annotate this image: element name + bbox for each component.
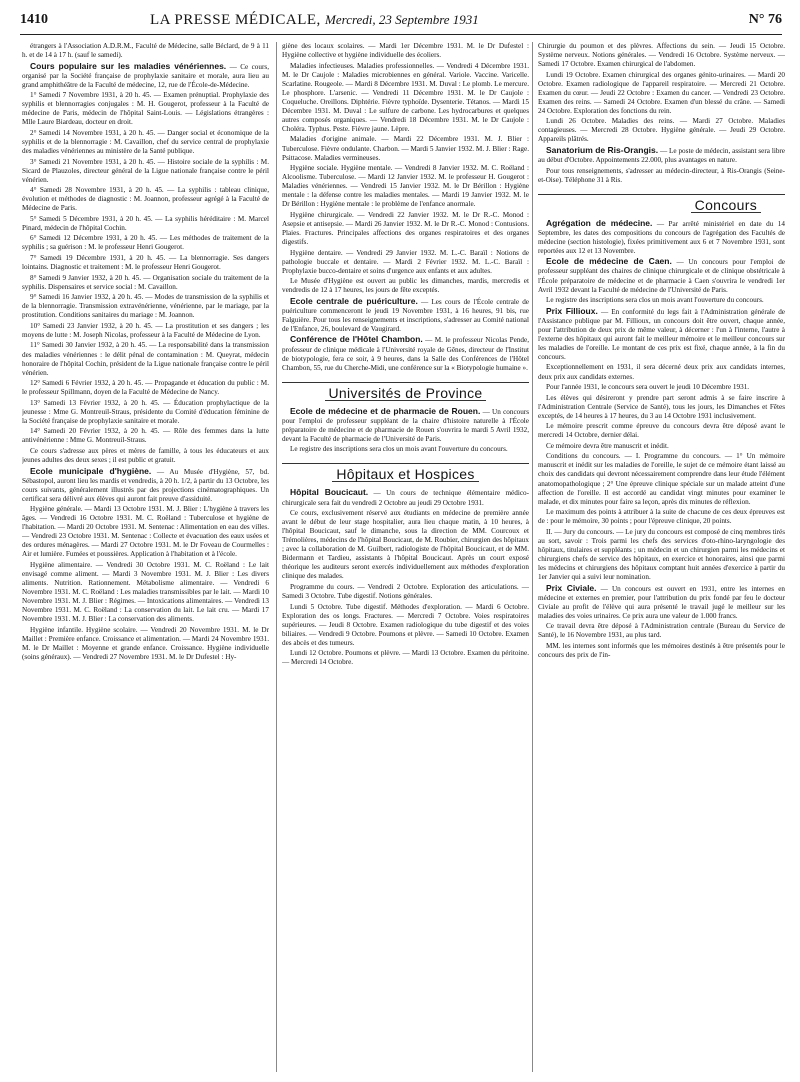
paragraph-text: — Un concours pour l'emploi de professeur suppléant des chaires de clinique chirurgicale et de clinique obstétricale à l'École préparatoire de médecine et de pharmacie à Caen s'ouvrira le vendredi 1er Avril 1932 devant la Faculté de médecine de l'Université de Paris. [538, 258, 785, 294]
paragraph: Ce cours s'adresse aux pères et mères de famille, à tous les éducateurs et aux jeunes adultes des deux sexes ; il est public et gratuit. [22, 446, 269, 465]
column-rule-2 [532, 42, 533, 1072]
paragraph [538, 146, 785, 165]
item-heading: Cours populaire sur les maladies vénériennes. [30, 60, 227, 71]
paragraph-text: — Un concours est ouvert en 1931, entre les internes en médecine et externes en premier, pour l'attribution du prix fondé par feu le docteur Civiale au profit de l'élève qui aura présenté le travail jugé le meilleur sur les maladies des voies urinaires. Ce prix aura une valeur de 1.000 francs. [538, 584, 785, 620]
paragraph-text: — Par arrêté ministériel en date du 14 Septembre, les dates des compositions du concours de l'agrégation des Facultés de médecine (section histologie), fixées primitivement aux 6 et 7 Novembre 1931, sont reportées aux 12 et 13 Novembre. [538, 219, 785, 255]
paragraph [282, 335, 529, 372]
page-number: 1410 [20, 12, 48, 27]
item-heading: Agrégation de médecine. [546, 217, 653, 228]
paragraph: Lundi 12 Octobre. Poumons et plèvre. — Mardi 13 Octobre. Examen du péritoine. — Mercredi 14 Octobre. [282, 649, 529, 667]
paragraph: Hygiène alimentaire. — Vendredi 30 Octobre 1931. M. C. Roëland : Le lait envisagé comme aliment. — Mardi 3 Novembre 1931. M. J. Blier : Les divers aliments. Nutrition. Rationnement. Métabolisme alimentaire. — Vendredi 6 Novembre 1931. M. C. Roëland : Les maladies transmissibles par le lait. — Mardi 10 Novembre 1931. M. J. Blier : Régimes. — Intoxications alimentaires. — Vendredi 13 Novembre 1931. M. C. Roëland : La conservation du lait. Le lait cru. — Mardi 17 Novembre 1931. M. J. Blier : La conservation des aliments. [22, 561, 269, 624]
paragraph [282, 488, 529, 507]
paragraph-text: — Le poste de médecin, assistant sera libre au début d'Octobre. Appointements 22.000, plus avantages en nature. [538, 147, 785, 165]
column-3 [538, 42, 785, 1077]
issue-number: N° 76 [748, 12, 782, 27]
paragraph-text: — M. le professeur Nicolas Pende, professeur de clinique médicale à l'Université royale de Gênes, directeur de l'Institut de biotypologie, fera ce soir, à 9 heures, dans la Salle des Conférences de l'Hôtel Chambon, 55, rue du Cherche-Midi, une conférence sur la « Biotypologie humaine ». [282, 336, 529, 372]
paragraph: Le Musée d'Hygiène est ouvert au public les dimanches, mardis, mercredis et vendredis de 12 à 17 heures, les jours de fête exceptés. [282, 277, 529, 295]
paragraph: Ce mémoire devra être manuscrit et inédit. [546, 441, 669, 450]
paragraph: étrangers à l'Association A.D.R.M., Faculté de Médecine, salle Béclard, de 9 à 11 h. et de 14 à 17 h. (sauf le samedi). [22, 42, 269, 60]
item-heading: Ecole de médecine et de pharmacie de Rouen. [290, 405, 481, 416]
paragraph: Hygiène générale. — Mardi 13 Octobre 1931. M. J. Blier : L'hygiène à travers les âges. — Vendredi 16 Octobre 1931. M. C. Roëland : Tuberculose et hygiène de l'habitation. — Mardi 20 Octobre 1931. M. Sentenac : Alimentation en eau des villes. — Vendredi 23 Octobre 1931. M. Sentenac : Collecte et évacuation des eaux usées et des ordures ménagères. — Mardi 27 Octobre 1931. M. le Dr Foveau de Courmelles : Air et lumière. Fumées et poussières. Application à l'habitation et à l'école. [22, 505, 269, 559]
paragraph: Ce travail devra être déposé à l'Administration centrale (Bureau du Service de Santé), le 16 Novembre 1931, au plus tard. [538, 622, 785, 640]
item-heading: Prix Fillioux. [546, 305, 598, 316]
paragraph: 5° Samedi 5 Décembre 1931, à 20 h. 45. — La syphilis héréditaire : M. Marcel Pinard, médecin de l'hôpital Cochin. [22, 214, 269, 232]
paragraph: 1° Samedi 7 Novembre 1931, à 20 h. 45. — Examen prénuptial. Prophylaxie des syphilis et blennorragies conjugales : M. H. Gougerot, professeur à la Faculté de médecine de Paris, médecin de l'hôpital Saint-Louis. — Législations étrangères : Mlle Laure Biardeau, docteur en droit. [22, 91, 269, 127]
paragraph: Lundi 19 Octobre. Examen chirurgical des organes génito-urinaires. — Mardi 20 Octobre. Examen radiologique de l'appareil respiratoire. — Mercredi 21 Octobre. Examen du cœur. — Jeudi 22 Octobre : Examen du cancer. — Vendredi 23 Octobre. Examen des reins. — Samedi 24 Octobre. Examen d'un blessé du crâne. — Samedi 24 Octobre. Exploration des fonctions du rein. [538, 70, 785, 115]
paragraph [538, 307, 785, 362]
journal-title [150, 12, 479, 29]
paragraph: Pour l'année 1931, le concours sera ouvert le jeudi 10 Décembre 1931. [546, 383, 750, 392]
item-heading: Ecole centrale de puériculture. [290, 295, 418, 306]
section-heading-text: Concours [691, 201, 761, 213]
paragraph-text: — Un concours pour l'emploi de professeur suppléant de la chaire d'histoire naturelle à l'École préparatoire de médecine et de pharmacie de Rouen s'ouvrira le mardi 5 Avril 1932, devant la Faculté de pharmacie de l'Université de Paris. [282, 407, 529, 443]
section-heading-text: Hôpitaux et Hospices [332, 470, 478, 482]
column-2 [282, 42, 529, 1077]
paragraph [282, 42, 529, 60]
paragraph [538, 219, 785, 256]
paragraph: Le registre des inscriptions sera clos un mois avant l'ouverture du concours. [546, 296, 764, 305]
page-header [20, 12, 782, 35]
paragraph: 3° Samedi 21 Novembre 1931, à 20 h. 45. — Histoire sociale de la syphilis : M. Sicard de Plauzoles, directeur général de la Ligue nationale française contre le péril vénérien. [22, 157, 269, 184]
paragraph: Hygiène chirurgicale. — Vendredi 22 Janvier 1932. M. le Dr R.-C. Monod : Asepsie et antisepsie. — Mardi 26 Janvier 1932. M. le Dr R.-C. Monod : Contusions. Plaies. Fractures. Principales affections des organes respiratoires et des organes digestifs. [282, 210, 529, 246]
paragraph: Le registre des inscriptions sera clos un mois avant l'ouverture du concours. [290, 445, 508, 454]
paragraph: Lundi 5 Octobre. Tube digestif. Méthodes d'exploration. — Mardi 6 Octobre. Exploration des os longs. Fractures. — Mercredi 7 Octobre. Voies respiratoires supérieures. — Jeudi 8 Octobre. Examen radiologique du tube digestif et des voies biliaires. — Vendredi 9 Octobre. Poumons et plèvre. — Samedi 10 Octobre. Examen des abcès et des tumeurs. [282, 602, 529, 647]
paragraph: MM. les internes sont informés que les mémoires destinés à être présentés pour le concours des prix de l'in- [538, 641, 785, 659]
item-heading: Ecole de médecine de Caen. [546, 256, 672, 267]
paragraph: Lundi 26 Octobre. Maladies des reins. — Mardi 27 Octobre. Maladies contagieuses. — Mercredi 28 Octobre. Hygiène générale. — Jeudi 29 Octobre. Appareils plâtrés. [538, 117, 785, 144]
journal-name: LA PRESSE MÉDICALE, [150, 12, 321, 28]
paragraph-text: — Au Musée d'Hygiène, 57, bd. Sébastopol, auront lieu les mardis et vendredis, à 20 h. 1/2, à partir du 13 Octobre, les cours suivants, généralement illustrés par des projections cinématographiques. Un certificat sera délivré aux élèves qui auront fait preuve d'assiduité. [22, 467, 269, 503]
issue-date: Mercredi, 23 Septembre 1931 [325, 12, 479, 27]
paragraph [282, 407, 529, 444]
paragraph [538, 584, 785, 621]
paragraph: 10° Samedi 23 Janvier 1932, à 20 h. 45. — La prostitution et ses dangers ; les moyens de lutte : M. Joseph Nicolas, professeur à la Faculté de Médecine de Lyon. [22, 321, 269, 339]
paragraph: 2° Samedi 14 Novembre 1931, à 20 h. 45. — Danger social et économique de la syphilis et de la blennorragie : M. Cavaillon, chef du service central de prophylaxie des maladies vénériennes au ministère de la Santé publique. [22, 128, 269, 156]
item-heading: Sanatorium de Ris-Orangis. [546, 145, 659, 156]
paragraph [22, 467, 269, 504]
paragraph-text: giène des locaux scolaires. — Mardi 1er Décembre 1931. M. le Dr Dufestel : Hygiène collective et hygiène individuelle des écoliers. [282, 42, 529, 60]
item-heading: Hôpital Boucicaut. [290, 487, 369, 498]
paragraph: Le mémoire prescrit comme épreuve du concours devra être déposé avant le mercredi 14 Octobre, dernier délai. [538, 422, 785, 440]
item-heading: Prix Civiale. [546, 582, 597, 593]
section-heading-text: Universités de Province [325, 389, 487, 401]
paragraph: Exceptionnellement en 1931, il sera décerné deux prix aux candidats internes, deux prix aux candidats externes. [538, 363, 785, 381]
paragraph: 12° Samedi 6 Février 1932, à 20 h. 45. — Propagande et éducation du public : M. le professeur Spillmann, doyen de la Faculté de Médecine de Nancy. [22, 379, 269, 397]
paragraph [22, 62, 269, 90]
column-1 [22, 42, 269, 1077]
paragraph: 13° Samedi 13 Février 1932, à 20 h. 45. — Éducation prophylactique de la jeunesse : Mme G. Montreuil-Straus, présidente du Comité d'éducation féminine de la Société française de prophylaxie sanitaire et morale. [22, 398, 269, 425]
paragraph-text: — Un cours de technique élémentaire médico-chirurgicale sera fait du vendredi 2 Octobre au jeudi 29 Octobre 1931. [282, 489, 529, 507]
paragraph: 14° Samedi 20 Février 1932, à 20 h. 45. — Rôle des femmes dans la lutte antivénérienne : Mme G. Montreuil-Straus. [22, 427, 269, 445]
paragraph: Conditions du concours. — I. Programme du concours. — 1° Un mémoire manuscrit et inédit sur les maladies de l'oreille, le sujet de ce mémoire étant laissé au choix des candidats qui devront nécessairement comprendre dans leur étude l'élément anatomopathologique ; 2° Une épreuve clinique spéciale sur un malade atteint d'une affection de l'oreille. Il est accordé au candidat vingt minutes pour examiner le malade, et dix minutes pour faire sa leçon, après dix minutes de réflexion. [538, 452, 785, 506]
paragraph: Hygiène dentaire. — Vendredi 29 Janvier 1932. M. L.-C. Baraïl : Notions de pathologie buccale et dentaire. — Mardi 2 Février 1932. M. L.-C. Baraïl : Prophylaxie bucco-dentaire et soins d'urgence aux enfants et aux adultes. [282, 248, 529, 275]
paragraph [538, 257, 785, 294]
paragraph: Ce cours, exclusivement réservé aux étudiants en médecine de première année avant le début de leur stage hospitalier, aura lieu chaque matin, à 10 heures, à l'hôpital Boucicaut, sauf le dimanche, sous la direction de MM. Courcoux et Trémolières, médecins de l'hôpital Boucicaut, de M. Roubier, chirurgien des hôpitaux ; avec la collaboration de M. Guilbert, radiologiste de l'hôpital Boucicaut, et de MM. Bidermann et Tardieu, assistants à l'hôpital Boucicaut. Après un court exposé théorique les auditeurs seront exercés individuellement aux méthodes d'exploration clinique des malades. [282, 509, 529, 581]
paragraph: Hygiène sociale. Hygiène mentale. — Vendredi 8 Janvier 1932. M. C. Roëland : Alcoolisme. Tuberculose. — Mardi 12 Janvier 1932. M. le professeur H. Gougerot : Maladies vénériennes. — Vendredi 15 Janvier 1932. M. le Dr Bérillon : Hygiène mentale : la défense contre les maladies mentales. — Mardi 19 Janvier 1932. M. le Dr Bérillon : Hygiène mentale : le problème de l'enfance anormale. [282, 164, 529, 209]
paragraph: Les élèves qui désireront y prendre part seront admis à se faire inscrire à l'Administration Centrale (Service de Santé), tous les jours, les Dimanches et Fêtes exceptés, de 14 heures à 17 heures, du 3 au 14 Octobre 1931 inclusivement. [538, 393, 785, 420]
paragraph: Maladies d'origine animale. — Mardi 22 Décembre 1931. M. J. Blier : Tuberculose. Fièvre ondulante. Charbon. — Mardi 5 Janvier 1932. M. J. Blier : Rage. Psittacose. Maladies vermineuses. [282, 135, 529, 162]
item-heading: Ecole municipale d'hygiène. [30, 465, 152, 476]
paragraph: Programme du cours. — Vendredi 2 Octobre. Exploration des articulations. — Samedi 3 Octobre. Tube digestif. Notions générales. [282, 582, 529, 600]
paragraph: 9° Samedi 16 Janvier 1932, à 20 h. 45. — Modes de transmission de la syphilis et de la blennorragie. Transmission extravénérienne, vénérienne, par le mariage, par la prostitution. Conditions sanitaires du mariage : M. Joannon. [22, 293, 269, 320]
paragraph-text: Chirurgie du poumon et des plèvres. Affections du sein. — Jeudi 15 Octobre. Système nerveux. Notions générales. — Vendredi 16 Octobre. Système nerveux. — Samedi 17 Octobre. Examen chirurgical de l'abdomen. [538, 42, 785, 69]
paragraph-text: — Les cours de l'École centrale de puériculture commenceront le jeudi 19 Novembre 1931, à 16 heures, 91 bis, rue Falguière. Pour tous les renseignements et inscriptions, s'adresser au Comité national de l'Enfance, 26, boulevard de Vaugirard. [282, 297, 529, 333]
item-heading: Conférence de l'Hôtel Chambon. [290, 334, 423, 345]
paragraph: 7° Samedi 19 Décembre 1931, à 20 h. 45. — La blennorragie. Ses dangers lointains. Diagnostic et traitement : M. le professeur Henri Gougerot. [22, 254, 269, 272]
paragraph [538, 42, 785, 69]
paragraph: 6° Samedi 12 Décembre 1931, à 20 h. 45. — Les méthodes de traitement de la syphilis ; sa guérison : M. le professeur Henri Gougerot. [22, 234, 269, 252]
paragraph-text: — En conformité du legs fait à l'Administration générale de l'Assistance publique par M. Fillioux, un concours doit être ouvert, chaque année, pour l'attribution de deux prix de même valeur, à décerner : l'un à l'interne, l'autre à l'externe des hôpitaux qui auront fait le meilleur mémoire et le meilleur concours sur les maladies de l'oreille. Le montant de ces prix est fixé, chaque année, à la fin du concours. [538, 307, 785, 361]
paragraph: Pour tous renseignements, s'adresser au médecin-directeur, à Ris-Orangis (Seine-et-Oise). Téléphone 31 à Ris. [538, 166, 785, 184]
section-heading [538, 194, 785, 213]
paragraph: 11° Samedi 30 Janvier 1932, à 20 h. 45. — La responsabilité dans la transmission des maladies vénériennes : le délit pénal de contamination : M. Queyrat, médecin honoraire de l'hôpital Cochin, président de la Ligue nationale française contre le péril vénérien. [22, 341, 269, 377]
paragraph: Le maximum des points à attribuer à la suite de chacune de ces deux épreuves est de : pour le mémoire, 30 points ; pour l'épreuve clinique, 20 points. [538, 508, 785, 526]
section-heading [282, 463, 529, 482]
paragraph: Maladies infectieuses. Maladies professionnelles. — Vendredi 4 Décembre 1931. M. le Dr Caujole : Maladies microbiennes en général. Variole. Vaccine. Varicelle. Scarlatine. Rougeole. — Mardi 8 Décembre 1931. M. Duval : Le plomb. Le mercure. Le phosphore. L'arsenic. — Vendredi 11 Décembre 1931. M. le Dr Caujole : Coqueluche. Oreillons. Diphtérie. Fièvre typhoïde. Dysenterie. Tétanos. — Mardi 15 Décembre 1931. M. Duval : Le sulfure de carbone. Les hydrocarbures et quelques autres composés organiques. — Vendredi 18 Décembre 1931. M. le Dr Caujole : Choléra. Typhus. Peste. Fièvre jaune. Lèpre. [282, 61, 529, 133]
section-heading [282, 382, 529, 401]
paragraph: II. — Jury du concours. — Le jury du concours est composé de cinq membres tirés au sort, savoir : Trois parmi les chefs des services d'oto-rhino-laryngologie des hôpitaux, titulaires et suppléants ; un médecin et un chirurgien parmi les médecins et chirurgiens chefs de service des hôpitaux, en exercice et honoraires, ainsi que parmi les médecins et chirurgiens des hôpitaux comptant huit années d'exercice à partir du 1er Janvier qui a suivi leur nomination. [538, 527, 785, 581]
paragraph-text: — Ce cours, organisé par la Société française de prophylaxie sanitaire et morale, aura lieu au grand amphithéâtre de la Faculté de médecine, 12, rue de l'École-de-Médecine. [22, 62, 269, 89]
column-rule-1 [276, 42, 277, 1072]
paragraph: 4° Samedi 28 Novembre 1931, à 20 h. 45. — La syphilis : tableau clinique, évolution et méthodes de diagnostic : M. Joannon, professeur agrégé à la Faculté de Médecine de Paris. [22, 186, 269, 213]
paragraph: 8° Samedi 9 Janvier 1932, à 20 h. 45. — Organisation sociale du traitement de la syphilis. Dispensaires et service social : M. Cavaillon. [22, 273, 269, 291]
paragraph [282, 297, 529, 334]
paragraph: Hygiène infantile. Hygiène scolaire. — Vendredi 20 Novembre 1931. M. le Dr Maillet : Première enfance. Croissance et alimentation. — Mardi 24 Novembre 1931. M. le Dr Maillet : Moyenne et grande enfance. Croissance. Hygiène individuelle (soins généraux). — Vendredi 27 Novembre 1931. M. le Dr Dufestel : Hy- [22, 625, 269, 661]
